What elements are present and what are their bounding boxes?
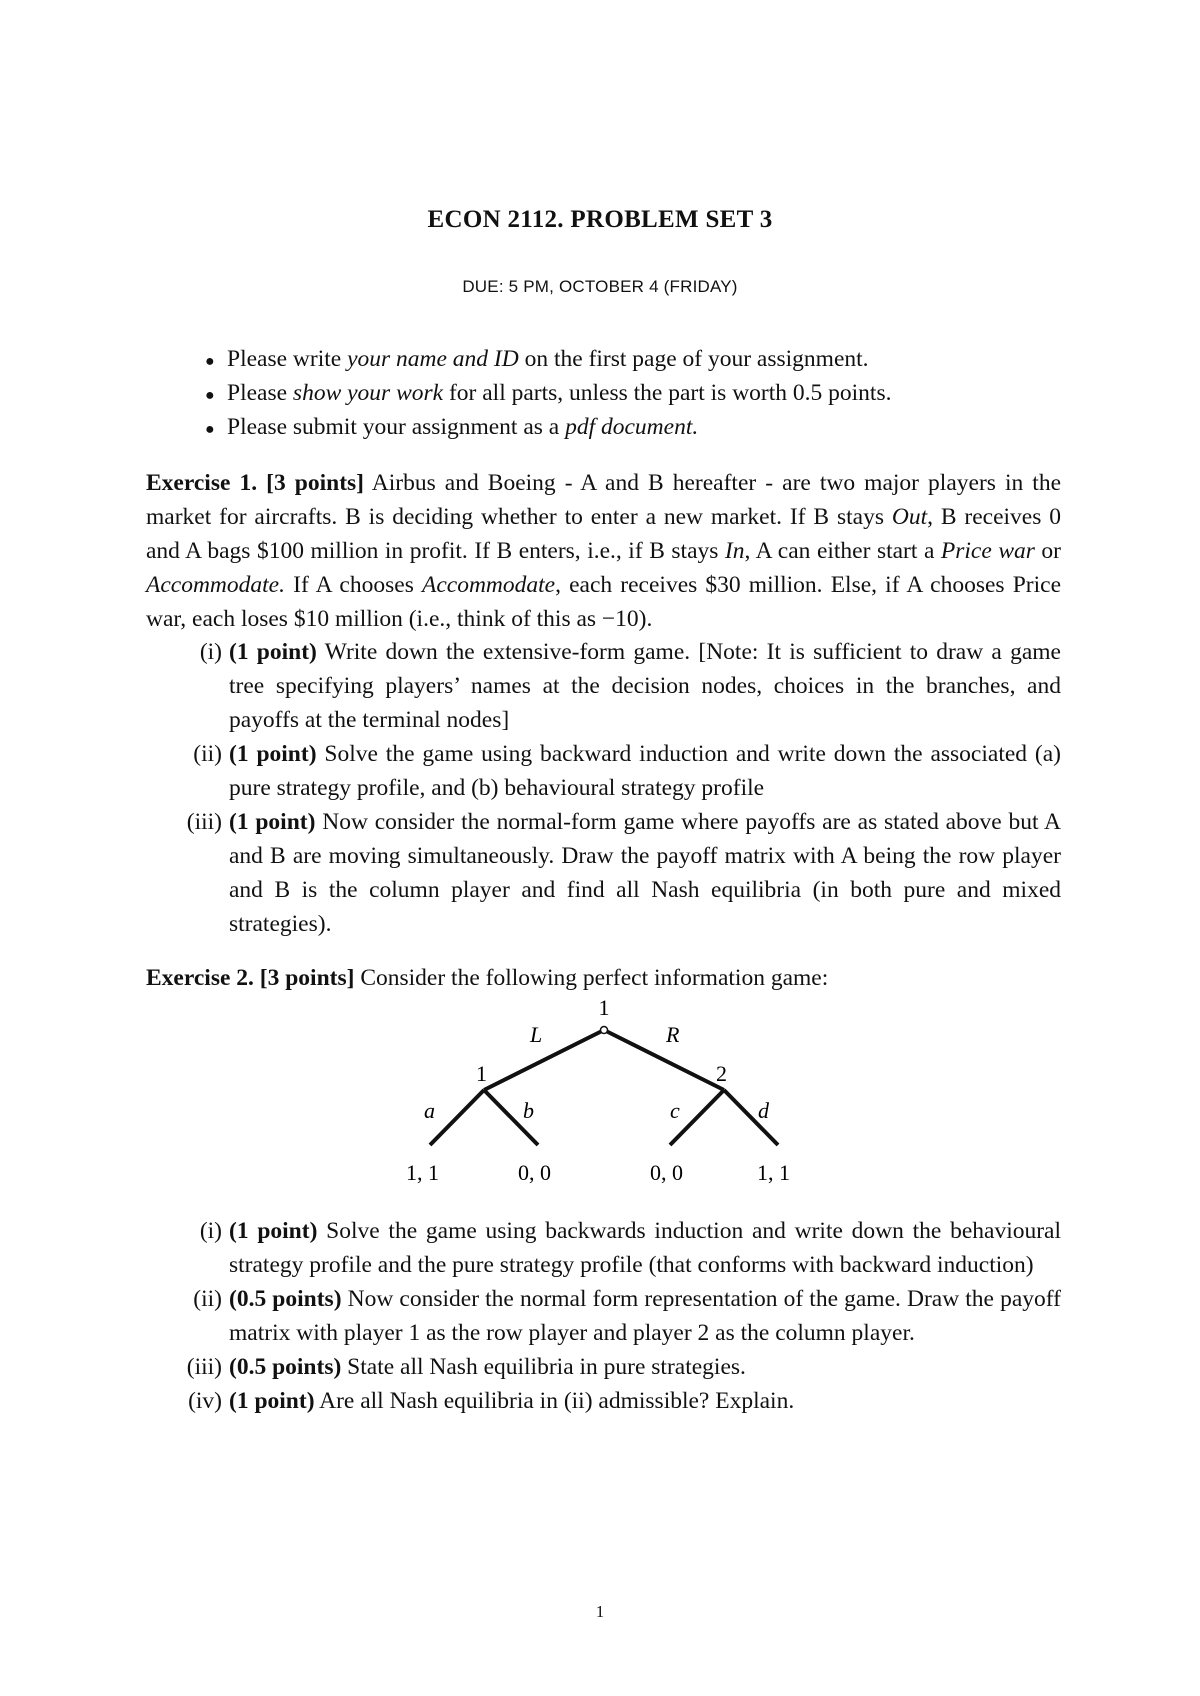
exercise-2-heading: Exercise 2. [146, 965, 254, 991]
exercise-2-parts [146, 1214, 1061, 1418]
page-number: 1 [595, 1602, 605, 1621]
exercise-part: (iv) (1 point) Are all Nash equilibria in (ii) admissible? Explain. [188, 1388, 795, 1414]
payoff-c: 0, 0 [650, 1160, 683, 1185]
exercise-2-points: [3 points] [259, 965, 355, 991]
action-c-label: c [670, 1098, 680, 1123]
root-player-label: 1 [598, 995, 610, 1020]
exercise-part: (i) (1 point) Write down the extensive-form game. [Note: It is sufficient to draw a game tree specifying players’ names at the decision nodes, choices in the branches, and payoffs at the terminal nodes] [199, 639, 1061, 733]
branch-L [484, 1030, 604, 1090]
branch-R [604, 1030, 724, 1090]
branch-a [430, 1090, 484, 1145]
exercise-part: (ii) (1 point) Solve the game using backward induction and write down the associated (a) pure strategy profile, and (b) behavioural strategy profile [193, 741, 1061, 801]
instruction-item: ● Please write your name and ID on the first page of your assignment. [205, 342, 1085, 376]
game-tree-diagram [380, 990, 820, 1190]
exercise-part: (i) (1 point) Solve the game using backwards induction and write down the behavioural strategy profile and the pure strategy profile (that conforms with backward induction) [199, 1218, 1062, 1278]
exercise-1-heading: Exercise 1. [146, 470, 258, 496]
right-action-label: R [666, 1022, 680, 1047]
exercise-1-parts [146, 635, 1061, 941]
exercise-part: (iii) (1 point) Now consider the normal-form game where payoffs are as stated above but A and B are moving simultaneously. Draw the payoff matrix with A being the row player and B is the column player and find all Nash equilibria (in both pure and mixed strategies). [186, 809, 1061, 937]
exercise-part: (iii) (0.5 points) State all Nash equilibria in pure strategies. [186, 1354, 746, 1380]
page-title: ECON 2112. PROBLEM SET 3 [427, 206, 773, 233]
instruction-item: ● Please show your work for all parts, unless the part is worth 0.5 points. [205, 376, 1085, 410]
bullet-icon: ● [205, 387, 215, 404]
left-node-player-label: 1 [476, 1061, 487, 1086]
branch-d [724, 1090, 778, 1145]
payoff-a: 1, 1 [406, 1160, 439, 1185]
bullet-icon: ● [205, 353, 215, 370]
instructions-list [205, 342, 1085, 444]
right-node-player-label: 2 [716, 1061, 727, 1086]
due-date: DUE: 5 PM, OCTOBER 4 (FRIDAY) [462, 277, 738, 296]
root-node [601, 1027, 608, 1034]
exercise-1-points: [3 points] [266, 470, 364, 496]
action-b-label: b [523, 1098, 534, 1123]
action-d-label: d [758, 1098, 769, 1123]
instruction-item: ● Please submit your assignment as a pdf document. [205, 410, 1085, 444]
action-a-label: a [424, 1098, 435, 1123]
exercise-1-statement: Exercise 1. [3 points] Airbus and Boeing - A and B hereafter - are two major players in the market for aircrafts. B is deciding whether to enter a new market. If B stays Out, B receives 0 and A bags $100 million in profit. If B enters, i.e., if B stays In, A can either start a Price war or Accommodate. If A chooses Accommodate, each receives $30 million. Else, if A chooses Price war, each loses $10 million (i.e., think of this as −10). [146, 470, 1062, 632]
bullet-icon: ● [205, 421, 215, 438]
exercise-2-statement: Exercise 2. [3 points] Consider the following perfect information game: [146, 965, 829, 991]
left-action-label: L [530, 1022, 543, 1047]
payoff-b: 0, 0 [518, 1160, 551, 1185]
payoff-d: 1, 1 [757, 1160, 790, 1185]
exercise-part: (ii) (0.5 points) Now consider the normal form representation of the game. Draw the payoff matrix with player 1 as the row player and player 2 as the column player. [193, 1286, 1061, 1346]
